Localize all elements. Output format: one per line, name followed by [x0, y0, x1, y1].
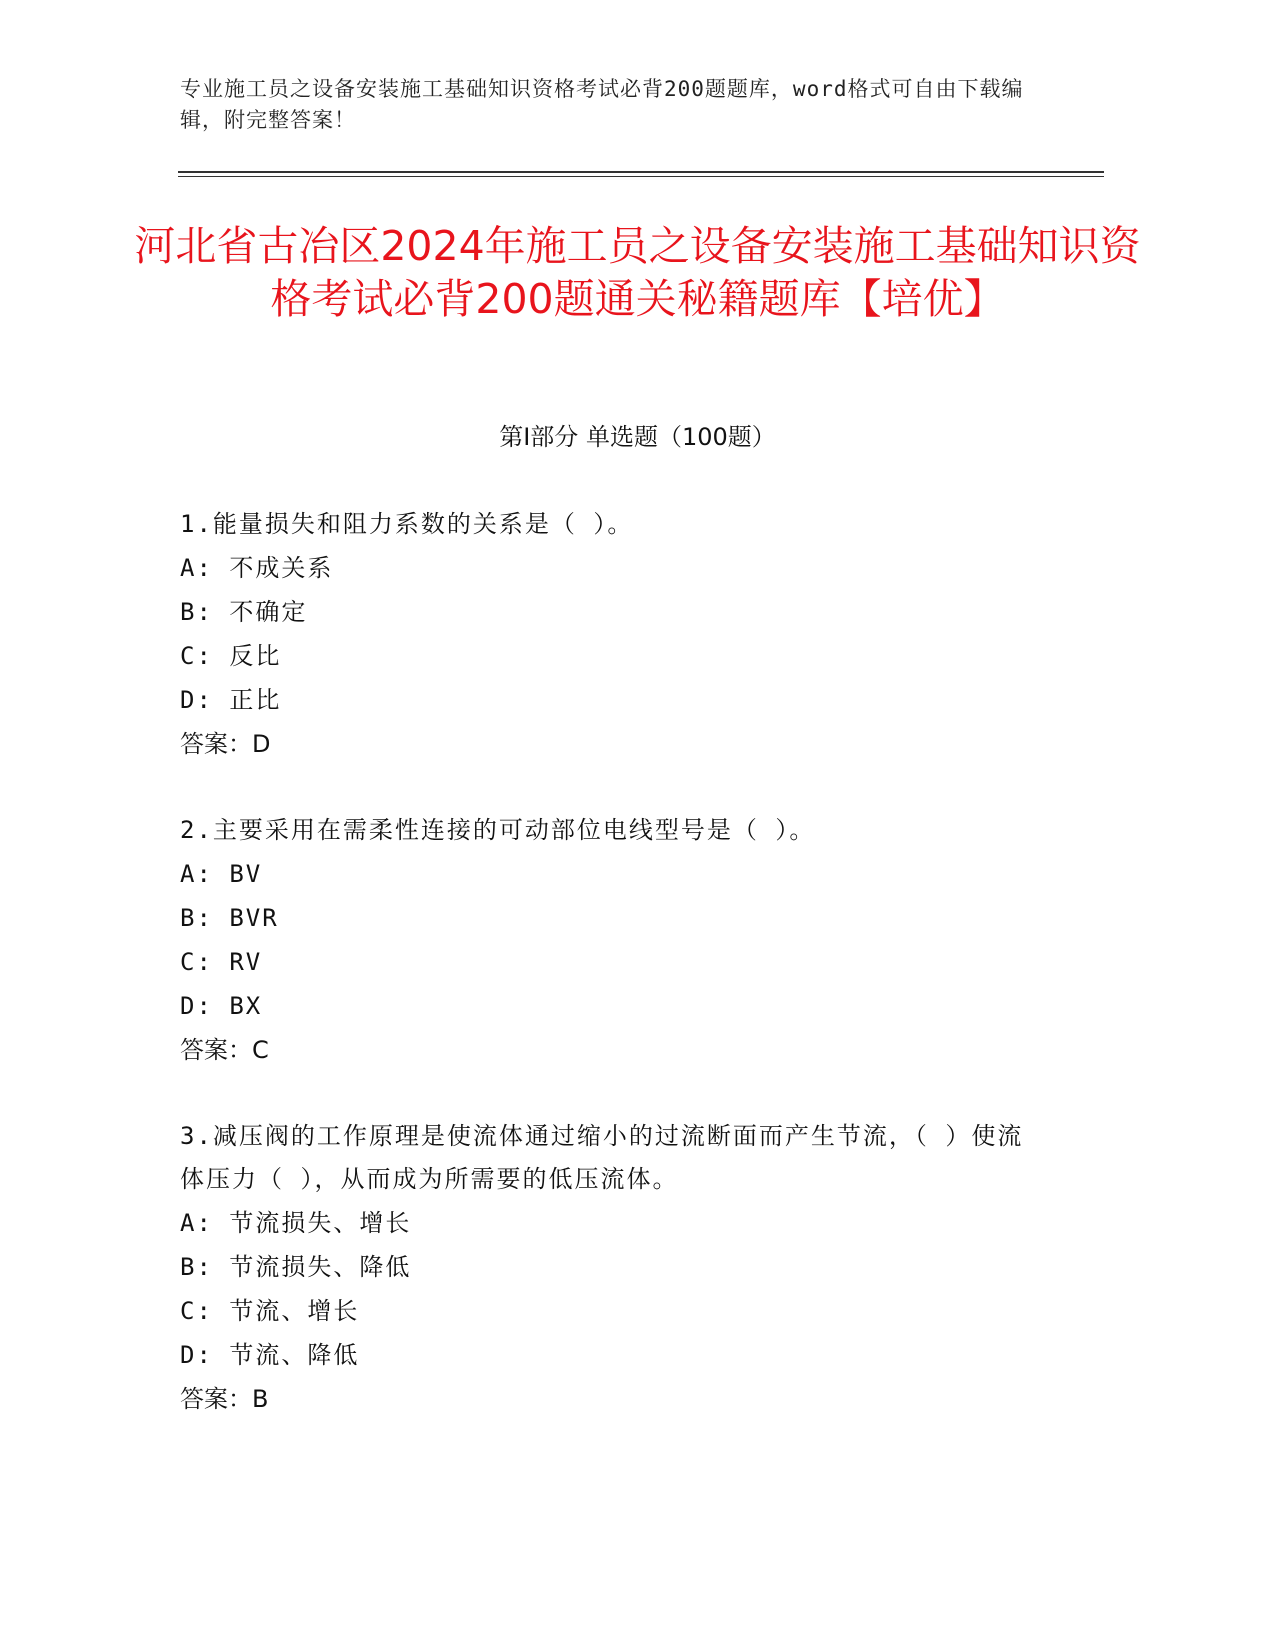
- option-c: C: RV: [180, 948, 263, 976]
- option-a: A: 不成关系: [180, 554, 334, 582]
- question-stem: 2.主要采用在需柔性连接的可动部位电线型号是（ ）。: [180, 816, 816, 844]
- header-divider-thin: [178, 176, 1104, 177]
- option-b: B: 不确定: [180, 598, 308, 626]
- header-note: 专业施工员之设备安装施工基础知识资格考试必背200题题库，word格式可自由下载编辑，附完整答案！: [180, 77, 1024, 132]
- question-stem: 3.减压阀的工作原理是使流体通过缩小的过流断面而产生节流，（ ）使流体压力（ ），从而成为所需要的低压流体。: [180, 1122, 1024, 1193]
- document-title: 河北省古冶区2024年施工员之设备安装施工基础知识资格考试必背200题通关秘籍题库【培优】: [134, 222, 1141, 323]
- option-c: C: 反比: [180, 642, 282, 670]
- question-3: [180, 1115, 1040, 1421]
- question-2: [180, 809, 1040, 1072]
- answer: 答案：D: [180, 730, 271, 758]
- answer: 答案：C: [180, 1036, 269, 1064]
- option-d: D: 正比: [180, 686, 282, 714]
- answer: 答案：B: [180, 1385, 269, 1413]
- section-title: 第Ⅰ部分 单选题（100题）: [499, 423, 776, 451]
- option-a: A: 节流损失、增长: [180, 1209, 412, 1237]
- question-1: [180, 503, 1040, 766]
- option-a: A: BV: [180, 860, 263, 888]
- header-divider-thick: [178, 171, 1104, 173]
- option-b: B: BVR: [180, 904, 279, 932]
- option-d: D: 节流、降低: [180, 1341, 360, 1369]
- question-list: [180, 503, 1040, 1464]
- option-d: D: BX: [180, 992, 263, 1020]
- option-c: C: 节流、增长: [180, 1297, 360, 1325]
- option-b: B: 节流损失、降低: [180, 1253, 412, 1281]
- question-stem: 1.能量损失和阻力系数的关系是（ ）。: [180, 510, 634, 538]
